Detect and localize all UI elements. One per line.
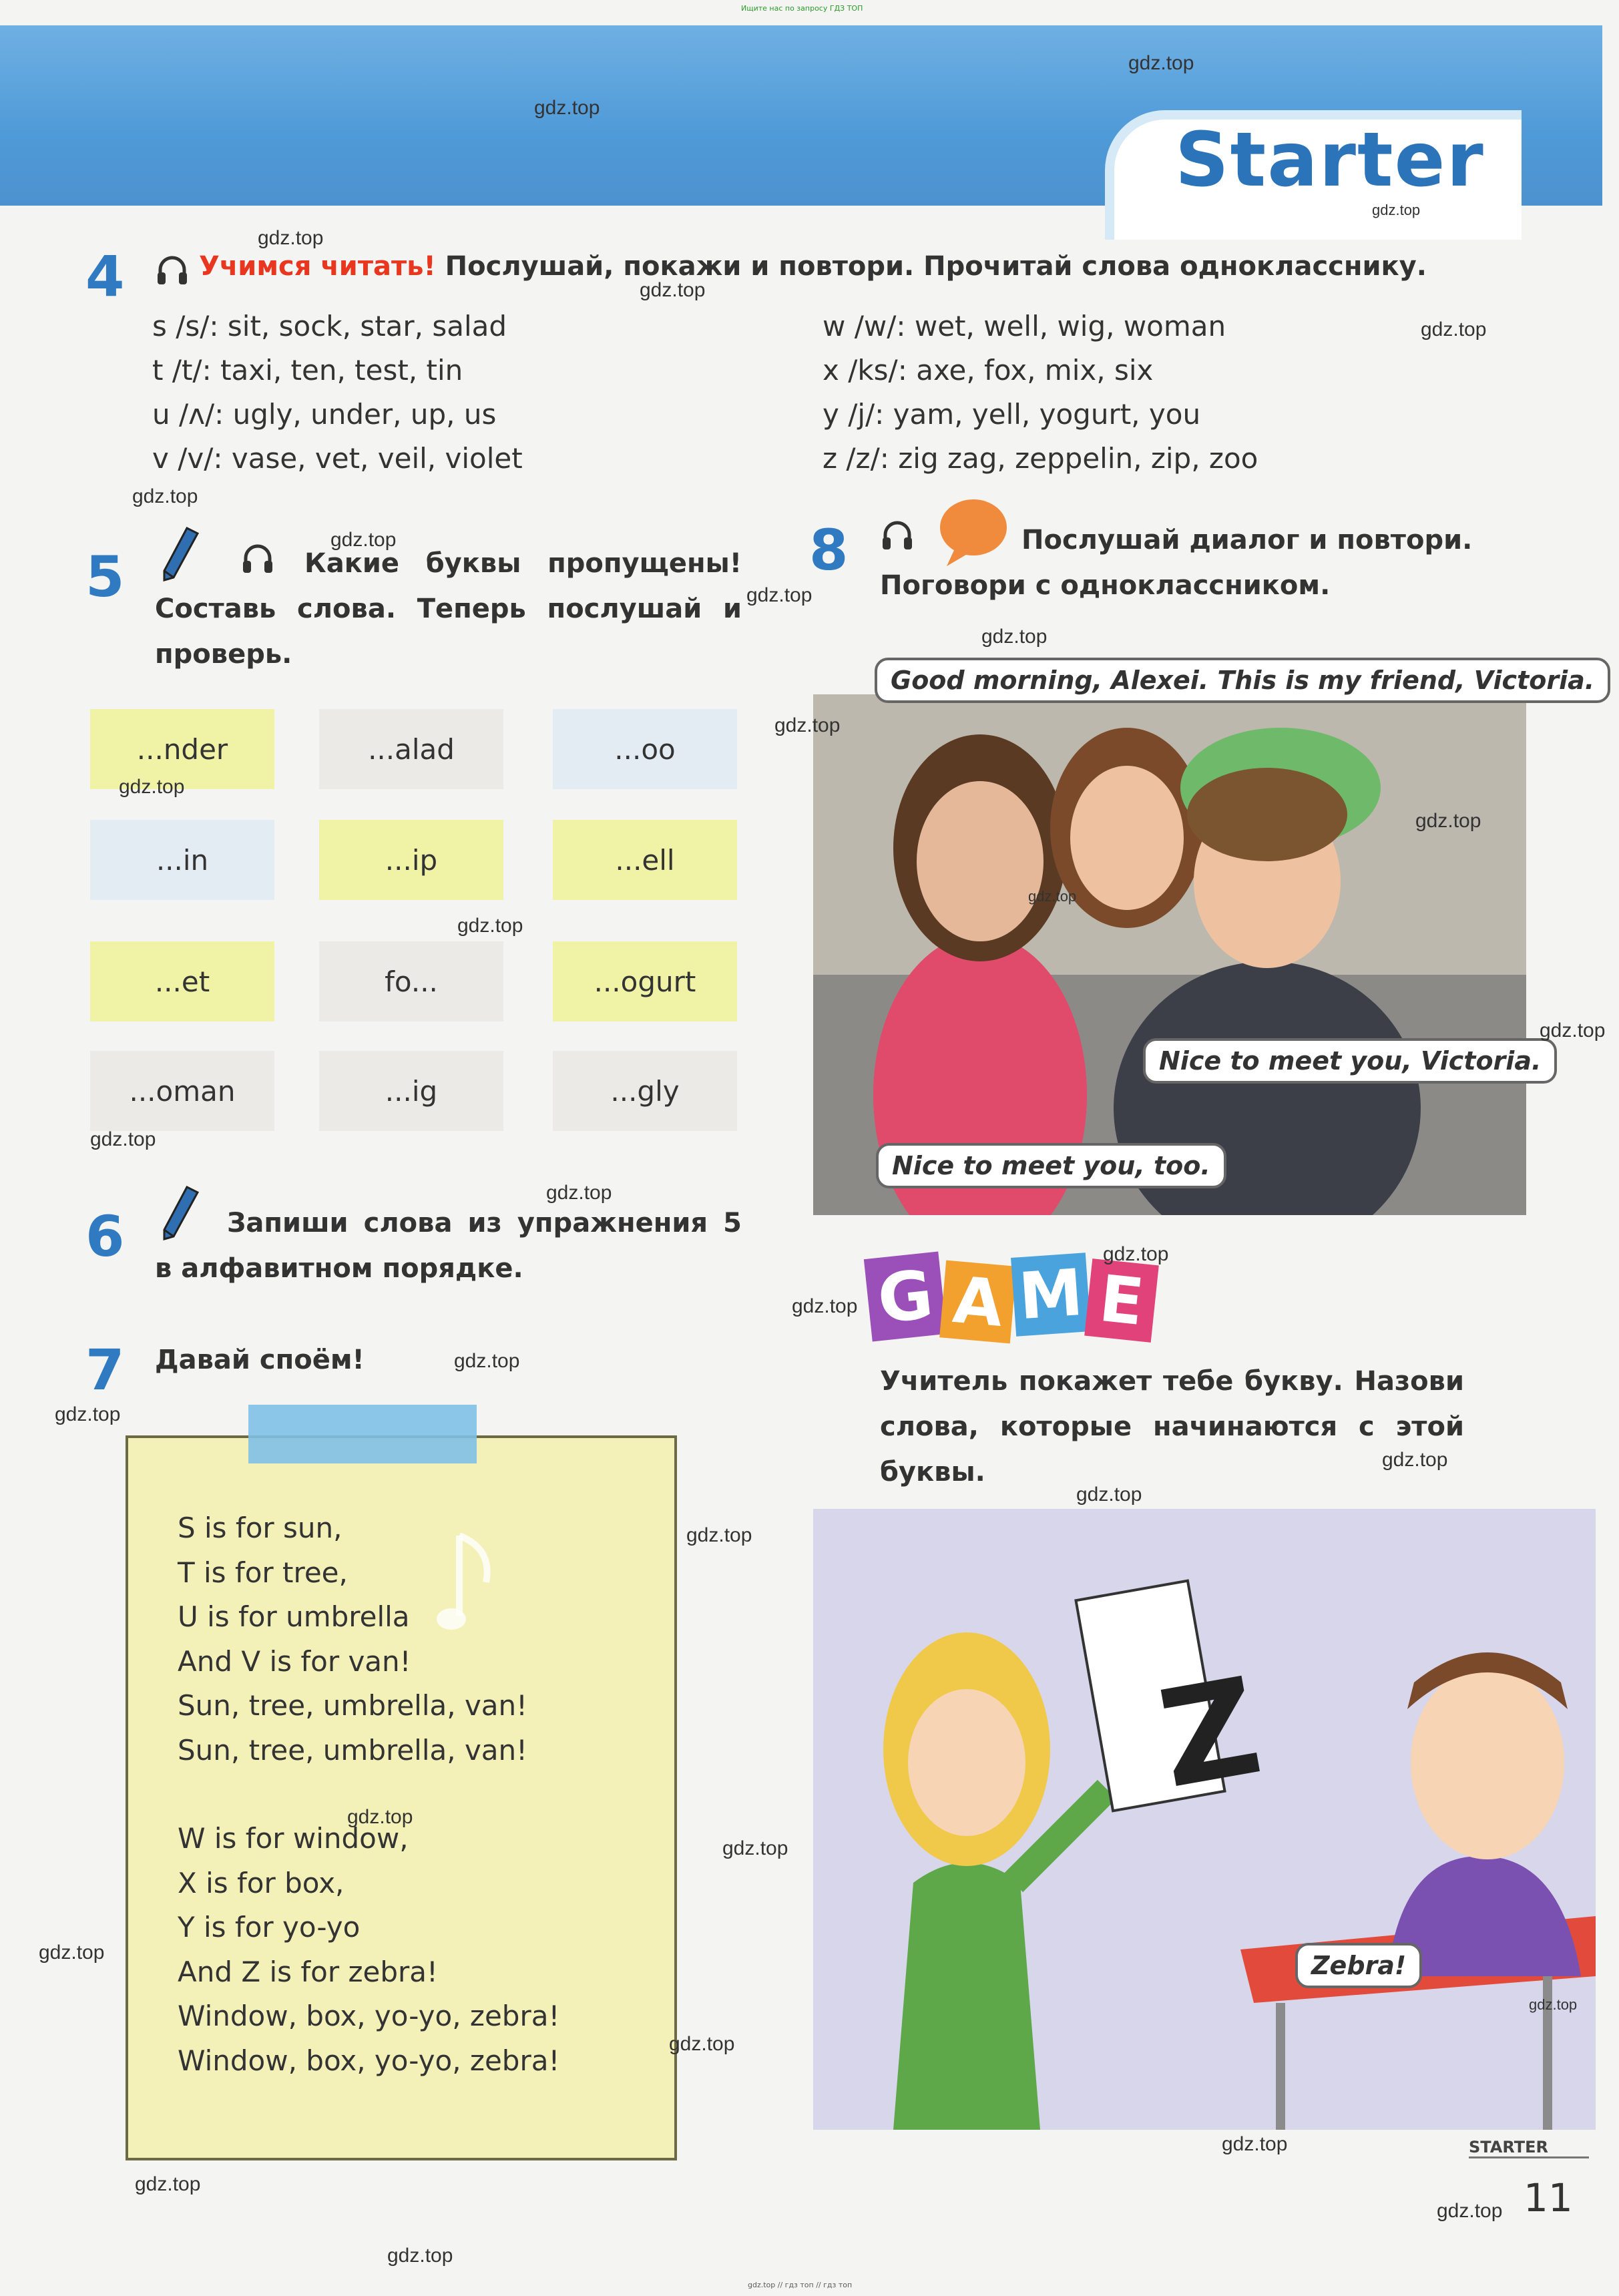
song-line: W is for window,: [178, 1822, 409, 1855]
word-card: ...ip: [319, 820, 503, 900]
exercise-5-line3: проверь.: [155, 639, 292, 670]
watermark: gdz.top: [1421, 318, 1487, 340]
word-card: fo...: [319, 941, 503, 1021]
tape-decoration: [248, 1405, 477, 1463]
exercise-4-heading: [199, 244, 1427, 289]
song-lyrics: [178, 1506, 559, 2083]
watermark: gdz.top: [457, 915, 523, 937]
pen-icon: [158, 1183, 204, 1243]
game-letter: M: [1011, 1252, 1091, 1337]
watermark: gdz.top: [119, 776, 185, 798]
exercise-7-number: 7: [85, 1337, 125, 1403]
phonics-line: z /z/: zig zag, zeppelin, zip, zoo: [823, 442, 1258, 475]
song-line: And Z is for zebra!: [178, 1955, 438, 1988]
watermark: gdz.top: [135, 2173, 201, 2195]
exercise-6-line2: в алфавитном порядке.: [155, 1253, 523, 1284]
song-line: X is for box,: [178, 1866, 344, 1899]
song-line: T is for tree,: [178, 1556, 348, 1589]
watermark: gdz.top: [387, 2245, 453, 2267]
exercise-4-heading-red: Учимся читать!: [199, 251, 436, 282]
page-number: 11: [1524, 2175, 1573, 2221]
top-note: Ищите нас по запросу ГДЗ ТОП: [741, 4, 863, 13]
watermark: gdz.top: [669, 2033, 735, 2055]
song-line: Y is for yo-yo: [178, 1911, 361, 1943]
phonics-line: v /v/: vase, vet, veil, violet: [152, 442, 523, 475]
watermark: gdz.top: [454, 1350, 520, 1372]
game-line1: Учитель покажет тебе букву. Назови: [880, 1366, 1464, 1397]
watermark: gdz.top: [90, 1128, 156, 1150]
exercise-6-line1: Запиши слова из упражнения 5: [227, 1208, 742, 1238]
watermark: gdz.top: [1382, 1449, 1448, 1471]
watermark: gdz.top: [347, 1806, 413, 1828]
watermark: gdz.top: [746, 584, 813, 606]
bottom-note: gdz.top // гдз топ // гдз топ: [748, 2281, 853, 2289]
game-logo: [868, 1255, 1155, 1341]
word-card: ...ig: [319, 1051, 503, 1131]
word-card: ...ell: [553, 820, 737, 900]
speech-bubble-icon: [935, 495, 1008, 569]
exercise-8-line1: Послушай диалог и повтори.: [1021, 525, 1473, 555]
exercise-8-number: 8: [809, 517, 849, 583]
phonics-line: u /ʌ/: ugly, under, up, us: [152, 398, 497, 431]
watermark: gdz.top: [1103, 1243, 1169, 1265]
game-line3: буквы.: [880, 1457, 985, 1487]
watermark: gdz.top: [1415, 810, 1481, 832]
watermark: gdz.top: [1222, 2133, 1288, 2155]
exercise-4-left-column: [152, 304, 523, 481]
watermark: gdz.top: [1076, 1483, 1142, 1506]
watermark: gdz.top: [39, 1941, 105, 1964]
pen-icon: [158, 524, 204, 584]
watermark: gdz.top: [132, 485, 198, 507]
watermark: gdz.top: [534, 97, 600, 119]
exercise-5-line1: Какие буквы пропущены!: [304, 548, 742, 579]
headphones-icon: [240, 541, 275, 576]
watermark: gdz.top: [774, 714, 841, 736]
game-line2: слова, которые начинаются с этой: [880, 1411, 1464, 1442]
speech-bubble-3: Nice to meet you, too.: [876, 1143, 1226, 1188]
word-card: ...in: [90, 820, 274, 900]
watermark: gdz.top: [686, 1524, 752, 1546]
classroom-cartoon: [813, 1509, 1596, 2130]
exercise-6-number: 6: [85, 1204, 125, 1269]
word-card: ...et: [90, 941, 274, 1021]
watermark: gdz.top: [722, 1837, 788, 1859]
song-line: Window, box, yo-yo, zebra!: [178, 2000, 560, 2032]
song-line: Sun, tree, umbrella, van!: [178, 1733, 527, 1767]
phonics-line: x /ks/: axe, fox, mix, six: [823, 354, 1154, 387]
phonics-line: y /j/: yam, yell, yogurt, you: [823, 398, 1201, 431]
footer-rule: [1469, 2156, 1589, 2158]
watermark: gdz.top: [640, 279, 706, 301]
game-letter: A: [939, 1260, 1017, 1344]
song-line: Sun, tree, umbrella, van!: [178, 1689, 527, 1722]
headphones-icon: [155, 252, 190, 287]
phonics-line: w /w/: wet, well, wig, woman: [823, 310, 1226, 342]
watermark: gdz.top: [1372, 202, 1421, 218]
exercise-5-line2: Составь слова. Теперь послушай и: [155, 594, 742, 624]
watermark: gdz.top: [55, 1403, 121, 1425]
watermark: gdz.top: [258, 227, 324, 249]
exercise-4-heading-rest: Послушай, покажи и повтори. Прочитай слова однокласснику.: [445, 251, 1427, 282]
cartoon-illustration: [813, 1509, 1596, 2130]
section-title: Starter: [1175, 117, 1485, 204]
watermark: gdz.top: [330, 529, 397, 551]
watermark: gdz.top: [546, 1182, 612, 1204]
phonics-line: t /t/: taxi, ten, test, tin: [152, 354, 463, 387]
word-card: ...oman: [90, 1051, 274, 1131]
game-letter: E: [1084, 1258, 1159, 1343]
word-card: ...ogurt: [553, 941, 737, 1021]
song-line: Window, box, yo-yo, zebra!: [178, 2044, 560, 2077]
watermark: gdz.top: [1437, 2200, 1503, 2222]
photo-illustration: [813, 694, 1526, 1215]
exercise-7-heading: Давай споём!: [155, 1345, 365, 1375]
song-line: U is for umbrella: [178, 1600, 410, 1633]
watermark: gdz.top: [1128, 52, 1194, 74]
watermark: gdz.top: [792, 1295, 858, 1317]
watermark: gdz.top: [1529, 1996, 1578, 2013]
headphones-icon: [880, 517, 915, 552]
watermark: gdz.top: [1028, 888, 1077, 905]
word-card: ...nder: [90, 709, 274, 789]
friends-photo: [813, 694, 1526, 1215]
zebra-speech-bubble: Zebra!: [1295, 1943, 1422, 1988]
footer-label: STARTER: [1469, 2138, 1549, 2156]
song-line: S is for sun,: [178, 1512, 342, 1544]
exercise-4-number: 4: [85, 244, 125, 309]
speech-bubble-2: Nice to meet you, Victoria.: [1143, 1038, 1557, 1084]
phonics-line: s /s/: sit, sock, star, salad: [152, 310, 507, 342]
exercise-5-number: 5: [85, 544, 125, 610]
word-card: ...oo: [553, 709, 737, 789]
exercise-8-line2: Поговори с одноклассником.: [880, 570, 1331, 601]
letter-card: Z: [1148, 1648, 1272, 1819]
watermark: gdz.top: [1540, 1019, 1606, 1042]
word-card: ...alad: [319, 709, 503, 789]
watermark: gdz.top: [981, 626, 1048, 648]
speech-bubble-1: Good morning, Alexei. This is my friend, Victoria.: [875, 658, 1610, 703]
game-letter: G: [864, 1251, 947, 1341]
song-line: And V is for van!: [178, 1644, 411, 1678]
exercise-4-right-column: [823, 304, 1258, 481]
word-card: ...gly: [553, 1051, 737, 1131]
